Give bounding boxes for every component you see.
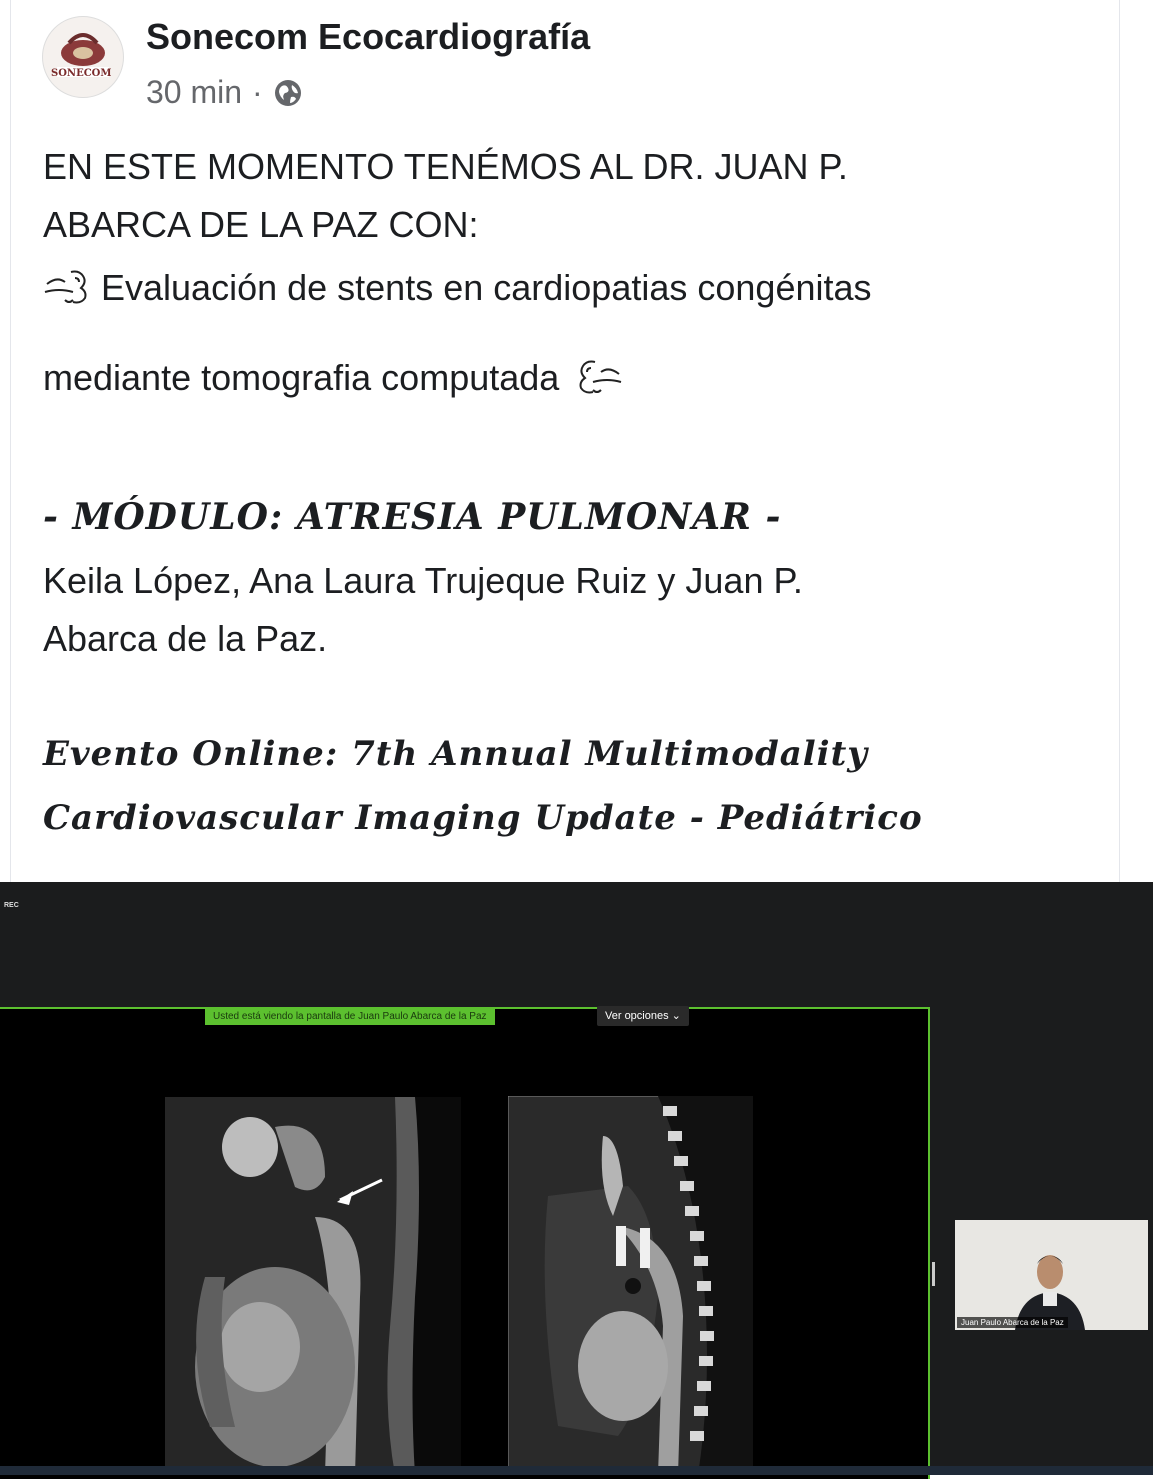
post-text-line-4-wrap <box>43 356 623 399</box>
view-options-button[interactable] <box>597 1006 689 1026</box>
chevron-down-icon: ⌄ <box>671 1010 681 1022</box>
post-time[interactable]: 30 min <box>146 74 243 110</box>
post-text-line-3: Evaluación de stents en cardiopatias congénitas <box>101 267 872 308</box>
shared-screen-frame <box>0 1007 930 1479</box>
wind-blowing-face-icon <box>43 266 107 306</box>
view-options-label: Ver opciones <box>605 1010 669 1022</box>
ct-scan-image <box>508 1096 753 1475</box>
sonecom-logo <box>43 17 123 97</box>
screen-share-banner: Usted está viendo la pantalla de Juan Paulo Abarca de la Paz <box>205 1008 495 1025</box>
post-text-line-3-wrap <box>43 266 872 309</box>
event-line-2: Cardiovascular Imaging Update - Pediátrico <box>43 798 923 838</box>
participant-video-thumbnail[interactable] <box>955 1220 1148 1330</box>
wind-blowing-face-icon <box>559 356 623 396</box>
rec-indicator: REC <box>4 902 19 909</box>
authors-line-2: Abarca de la Paz. <box>43 618 328 659</box>
meta-separator: · <box>252 74 263 110</box>
panel-resize-handle[interactable] <box>932 1262 935 1286</box>
post-text-line-2: ABARCA DE LA PAZ CON: <box>43 204 479 245</box>
participant-name-label: Juan Paulo Abarca de la Paz <box>957 1317 1068 1328</box>
logo-text: SONECOM <box>51 68 112 79</box>
bottom-bar <box>0 1466 1153 1475</box>
module-title: - MÓDULO: ATRESIA PULMONAR - <box>43 496 782 538</box>
meeting-screenshot <box>0 882 1153 1475</box>
post-meta <box>146 74 303 111</box>
mri-scan-image <box>165 1097 461 1475</box>
page-avatar[interactable] <box>42 16 124 98</box>
post-text-line-1: EN ESTE MOMENTO TENÉMOS AL DR. JUAN P. <box>43 146 848 187</box>
event-line-1: Evento Online: 7th Annual Multimodality <box>43 734 869 774</box>
globe-icon <box>273 78 303 108</box>
page-name-link[interactable]: Sonecom Ecocardiografía <box>146 16 591 57</box>
authors-line-1: Keila López, Ana Laura Trujeque Ruiz y Juan P. <box>43 560 803 601</box>
post-text-line-4: mediante tomografia computada <box>43 357 560 398</box>
